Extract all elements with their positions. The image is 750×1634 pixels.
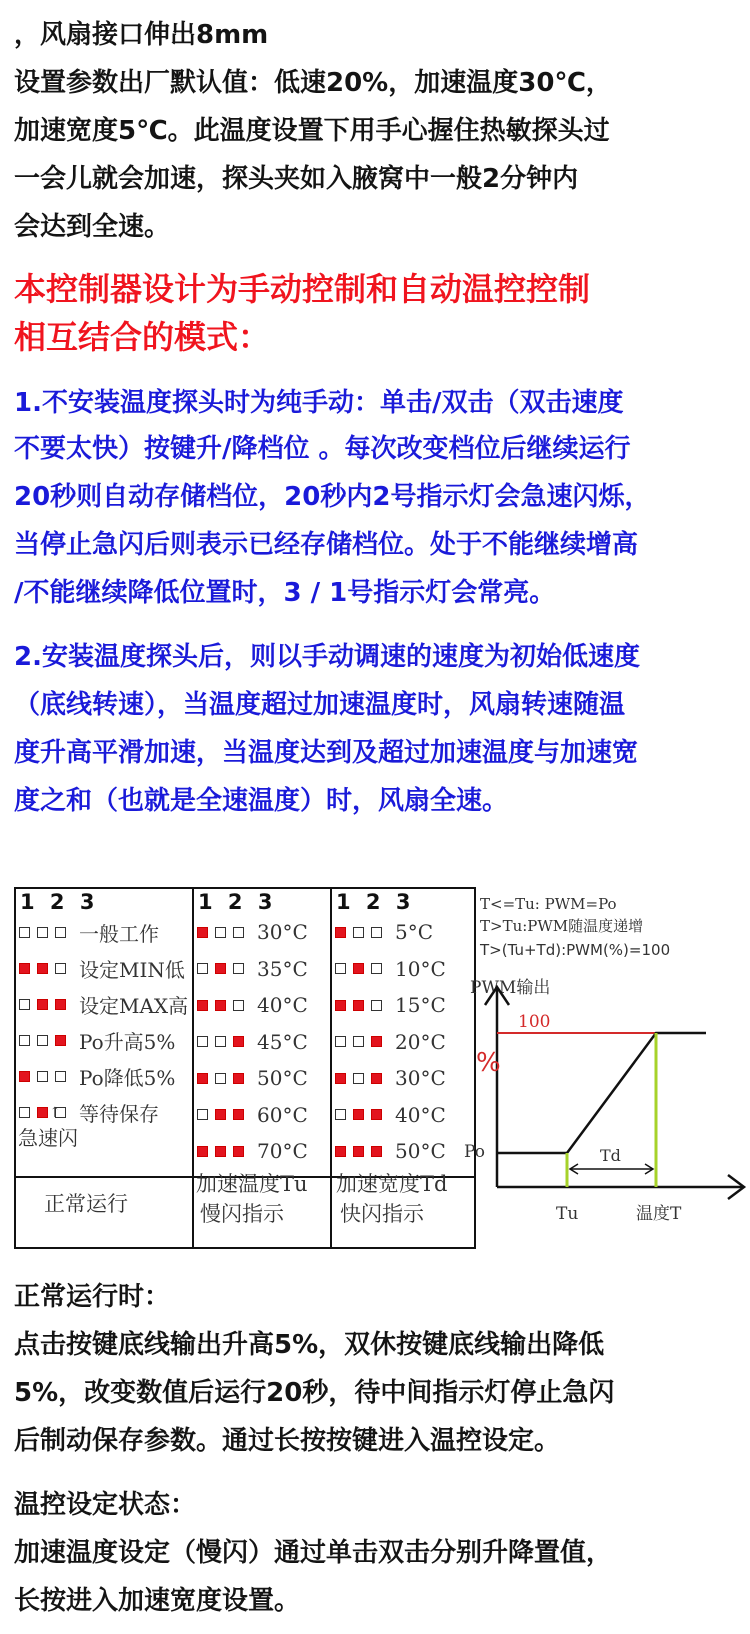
led-on-icon: [371, 1146, 382, 1157]
label-100: 100: [518, 1012, 551, 1032]
intro-line-3: 加速宽度5℃。此温度设置下用手心握住热敏探头过: [14, 116, 610, 146]
led-on-icon: [353, 963, 364, 974]
led-row-label: 70°C: [257, 1139, 308, 1163]
led-indicator-table: [14, 887, 476, 1249]
led-off-icon: [215, 1036, 226, 1047]
red-heading-line-2: 相互结合的模式：: [14, 318, 271, 356]
led-row: [197, 990, 308, 1020]
intro-line-2: 设置参数出厂默认值：低速20%，加速温度30℃，: [14, 68, 612, 98]
blue-para2-line-1: 2.安装温度探头后，则以手动调速的速度为初始低速度: [14, 642, 640, 672]
led-row: [335, 1100, 446, 1130]
led-off-icon: [233, 927, 244, 938]
led-row: [197, 917, 308, 947]
led-off-icon: [37, 927, 48, 938]
table-col-accel-temp: [194, 889, 330, 1176]
led-row-label: 等待保存: [79, 1101, 159, 1126]
led-on-icon: [371, 1109, 382, 1120]
blue-para1-line-4: 当停止急闪后则表示已经存储档位。处于不能继续增高: [14, 530, 639, 560]
led-row: [335, 1063, 446, 1093]
temp-heading: 温控设定状态：: [14, 1490, 197, 1520]
led-on-icon: [19, 963, 30, 974]
led-row-label: 45°C: [257, 1029, 308, 1054]
pwm-curve-diagram: [464, 887, 746, 1249]
led-row-label: 30°C: [257, 920, 308, 944]
led-on-icon: [233, 1036, 244, 1047]
led-on-icon: [335, 1073, 346, 1084]
led-on-icon: [353, 1109, 364, 1120]
led-row-label: 5°C: [395, 920, 434, 944]
led-on-icon: [215, 963, 226, 974]
led-row-label: 15°C: [395, 993, 446, 1017]
led-row: [335, 954, 446, 984]
led-number-header: 1 2 3: [198, 890, 277, 914]
blue-para1-line-2: 不要太快）按键升/降档位 。每次改变档位后继续运行: [14, 434, 631, 464]
led-row-label: 设定MAX高: [79, 993, 189, 1018]
led-on-icon: [335, 1000, 346, 1011]
legend-line-1: T<=Tu: PWM=Po: [480, 895, 617, 913]
led-row: [197, 954, 308, 984]
led-row: [197, 1100, 308, 1130]
blue-para2-line-4: 度之和（也就是全速温度）时，风扇全速。: [14, 786, 509, 816]
led-row: [19, 989, 188, 1019]
blue-para1-line-1: 1.不安装温度探头时为纯手动：单击/双击（双击速度: [14, 388, 624, 418]
red-heading-line-1: 本控制器设计为手动控制和自动温控控制: [14, 270, 591, 308]
blue-para2-line-3: 度升高平滑加速，当温度达到及超过加速温度与加速宽: [14, 738, 639, 768]
led-on-icon: [371, 1036, 382, 1047]
temp-line-1: 加速温度设定（慢闪）通过单击双击分别升降置值，: [14, 1538, 613, 1568]
led-on-icon: [37, 963, 48, 974]
led-row: [19, 917, 159, 947]
led-off-icon: [353, 1036, 364, 1047]
arrow-icon: ↑: [49, 1105, 61, 1121]
led-on-icon: [55, 999, 66, 1010]
intro-line-4: 一会儿就会加速，探头夹如入腋窝中一般2分钟内: [14, 164, 579, 194]
led-off-icon: [371, 927, 382, 938]
led-off-icon: [233, 1000, 244, 1011]
led-off-icon: [197, 963, 208, 974]
led-on-icon: [353, 1000, 364, 1011]
led-off-icon: [353, 1073, 364, 1084]
normal-heading: 正常运行时：: [14, 1282, 171, 1312]
footer-accel-temp-1: 加速温度Tu: [196, 1172, 308, 1196]
led-off-icon: [19, 999, 30, 1010]
normal-line-2: 5%，改变数值后运行20秒，待中间指示灯停止急闪: [14, 1378, 615, 1408]
led-row: [335, 990, 446, 1020]
led-on-icon: [19, 1071, 30, 1082]
led-row: [19, 1061, 175, 1091]
normal-line-1: 点击按键底线输出升高5%，双休按键底线输出降低: [14, 1330, 605, 1360]
led-row: [197, 1027, 308, 1057]
led-row: [197, 1063, 308, 1093]
led-on-icon: [215, 1109, 226, 1120]
led-off-icon: [335, 1036, 346, 1047]
led-on-icon: [335, 927, 346, 938]
fast-blink-label: 急速闪: [18, 1125, 78, 1150]
intro-line-5: 会达到全速。: [14, 212, 171, 242]
led-off-icon: [197, 1109, 208, 1120]
led-off-icon: [335, 1109, 346, 1120]
table-col-mode: [16, 889, 192, 1176]
led-row-label: 50°C: [395, 1139, 446, 1163]
led-on-icon: [55, 1035, 66, 1046]
led-on-icon: [371, 1073, 382, 1084]
table-col-accel-width: [332, 889, 476, 1176]
label-po: Po: [464, 1142, 485, 1162]
led-off-icon: [371, 963, 382, 974]
led-off-icon: [55, 1071, 66, 1082]
led-off-icon: [55, 963, 66, 974]
led-row-label: 10°C: [395, 956, 446, 981]
footer-normal-run: 正常运行: [44, 1192, 128, 1216]
led-row: [19, 953, 185, 983]
led-row-label: 20°C: [395, 1029, 446, 1054]
led-on-icon: [197, 1073, 208, 1084]
footer-accel-width-2: 快闪指示: [340, 1202, 424, 1226]
led-off-icon: [55, 927, 66, 938]
led-on-icon: [197, 1000, 208, 1011]
led-row: [335, 1136, 446, 1166]
led-on-icon: [335, 1146, 346, 1157]
led-on-icon: [197, 1146, 208, 1157]
led-row-label: 35°C: [257, 956, 308, 981]
intro-line-1: ，风扇接口伸出8mm: [14, 20, 269, 50]
led-number-header: 1 2 3: [336, 890, 415, 914]
led-off-icon: [19, 1107, 30, 1118]
label-td: Td: [600, 1146, 621, 1165]
led-row-label: 40°C: [257, 993, 308, 1017]
led-row: [335, 917, 433, 947]
footer-accel-temp-2: 慢闪指示: [200, 1202, 284, 1226]
led-on-icon: [215, 1000, 226, 1011]
led-off-icon: [371, 1000, 382, 1011]
led-row: [19, 1025, 175, 1055]
led-row-label: 40°C: [395, 1102, 446, 1127]
led-on-icon: [215, 1146, 226, 1157]
legend-line-2: T>Tu:PWM随温度递增: [480, 917, 644, 935]
led-off-icon: [37, 1071, 48, 1082]
led-on-icon: [37, 1107, 48, 1118]
blue-para1-line-5: /不能继续降低位置时，3 / 1号指示灯会常亮。: [14, 578, 556, 608]
led-row-label: Po升高5%: [79, 1029, 176, 1054]
led-off-icon: [215, 927, 226, 938]
led-number-header: 1 2 3: [20, 890, 99, 914]
led-off-icon: [233, 963, 244, 974]
blue-para1-line-3: 20秒则自动存储档位，20秒内2号指示灯会急速闪烁，: [14, 482, 651, 512]
led-on-icon: [233, 1073, 244, 1084]
led-on-icon: [233, 1109, 244, 1120]
led-off-icon: [335, 963, 346, 974]
normal-line-3: 后制动保存参数。通过长按按键进入温控设定。: [14, 1426, 561, 1456]
led-on-icon: [233, 1146, 244, 1157]
led-on-icon: [37, 999, 48, 1010]
label-tu: Tu: [556, 1204, 579, 1224]
footer-accel-width-1: 加速宽度Td: [336, 1172, 448, 1196]
led-off-icon: [19, 1035, 30, 1046]
led-row-label: Po降低5%: [79, 1065, 176, 1090]
led-row: [335, 1027, 446, 1057]
led-off-icon: [353, 927, 364, 938]
led-row: [197, 1136, 308, 1166]
led-off-icon: [37, 1035, 48, 1046]
blue-para2-line-2: （底线转速），当温度超过加速温度时，风扇转速随温: [14, 690, 626, 720]
led-row-label: 设定MIN低: [79, 957, 185, 982]
led-off-icon: [215, 1073, 226, 1084]
legend-line-3: T>(Tu+Td):PWM(%)=100: [480, 941, 671, 959]
led-on-icon: [353, 1146, 364, 1157]
pwm-curve: [497, 1033, 706, 1153]
led-row-label: 30°C: [395, 1066, 446, 1090]
led-off-icon: [197, 1036, 208, 1047]
led-row-label: 50°C: [257, 1066, 308, 1090]
temp-line-2: 长按进入加速宽度设置。: [14, 1586, 301, 1616]
x-axis-title: 温度T: [636, 1204, 682, 1224]
y-axis-title: PWM输出: [470, 978, 551, 998]
label-percent: %: [476, 1048, 501, 1078]
led-row-label: 60°C: [257, 1102, 308, 1127]
led-row-label: 一般工作: [79, 921, 159, 946]
led-on-icon: [197, 927, 208, 938]
led-off-icon: [19, 927, 30, 938]
